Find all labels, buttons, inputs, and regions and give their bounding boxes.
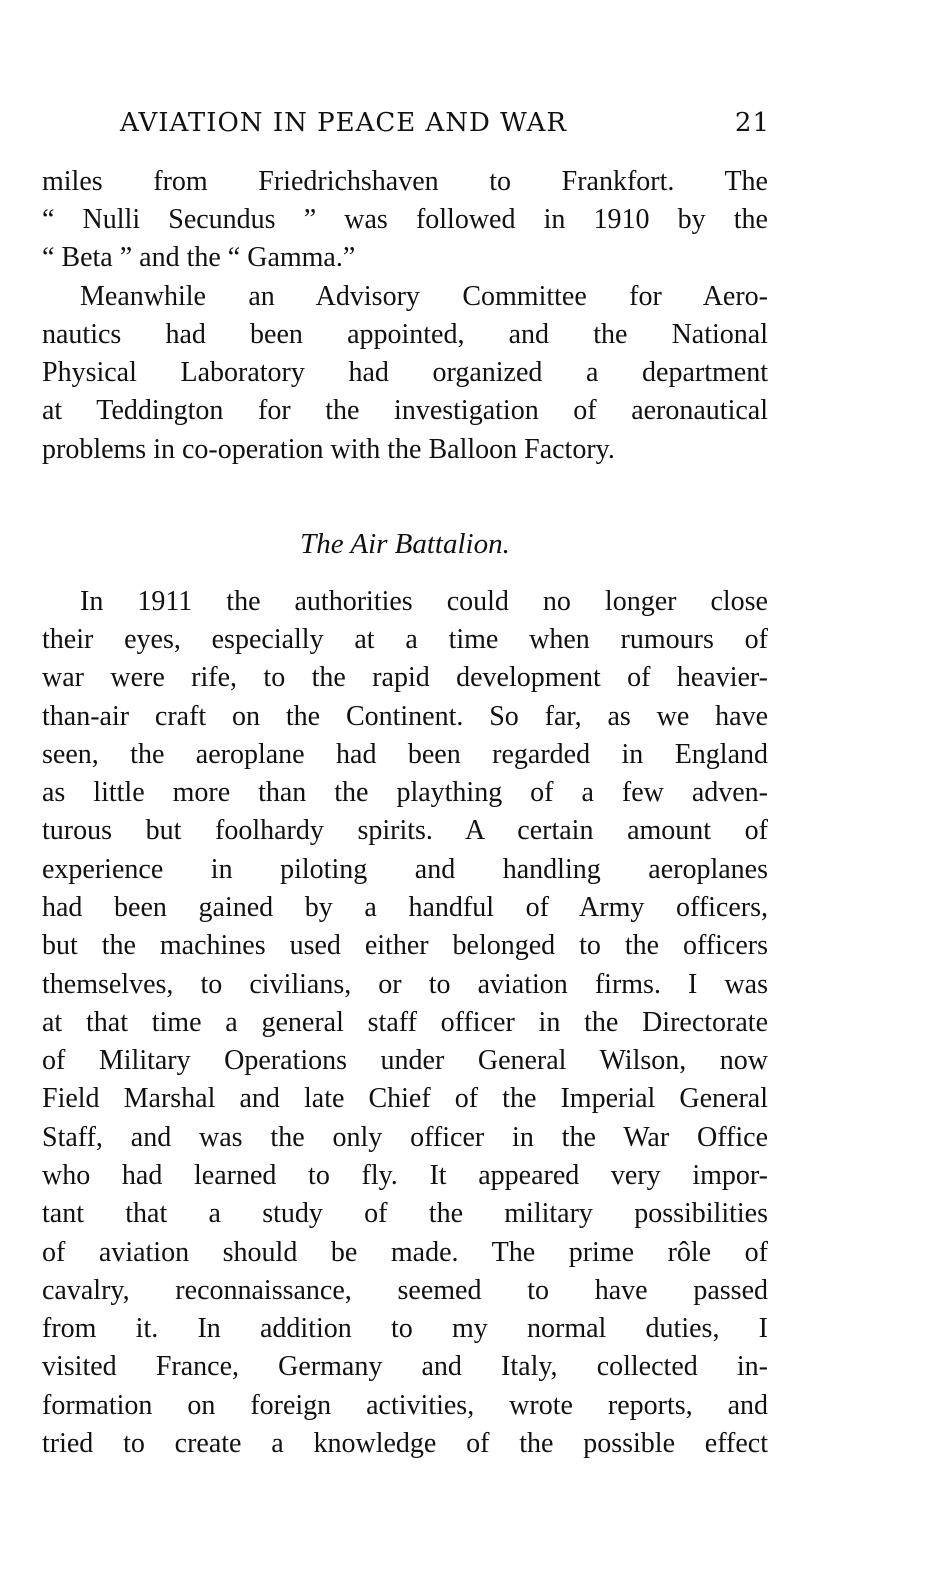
text-line: themselves, to civilians, or to aviation firms. I was — [42, 969, 768, 1000]
text-line: experience in piloting and handling aeroplanes — [42, 854, 768, 885]
text-line: Meanwhile an Advisory Committee for Aero- — [80, 281, 768, 312]
running-header — [120, 108, 770, 142]
running-title: AVIATION IN PEACE AND WAR — [120, 108, 567, 138]
text-line: at Teddington for the investigation of aeronautical — [42, 395, 768, 426]
text-line: visited France, Germany and Italy, collected in- — [42, 1351, 768, 1382]
text-line: nautics had been appointed, and the National — [42, 319, 768, 350]
text-line: their eyes, especially at a time when rumours of — [42, 624, 768, 655]
text-line: at that time a general staff officer in the Directorate — [42, 1007, 768, 1038]
text-line: turous but foolhardy spirits. A certain amount of — [42, 815, 768, 846]
text-line: cavalry, reconnaissance, seemed to have passed — [42, 1275, 768, 1306]
text-line: had been gained by a handful of Army officers, — [42, 892, 768, 923]
text-line: In 1911 the authorities could no longer close — [80, 586, 768, 617]
text-line: Physical Laboratory had organized a department — [42, 357, 768, 388]
text-line: as little more than the plaything of a few adven- — [42, 777, 768, 808]
section-heading: The Air Battalion. — [300, 528, 510, 560]
text-line: Field Marshal and late Chief of the Imperial General — [42, 1083, 768, 1114]
text-line: problems in co-operation with the Balloon Factory. — [42, 434, 615, 465]
text-line: of Military Operations under General Wilson, now — [42, 1045, 768, 1076]
text-line: but the machines used either belonged to the officers — [42, 930, 768, 961]
text-line: miles from Friedrichshaven to Frankfort. The — [42, 166, 768, 197]
text-line: of aviation should be made. The prime rôle of — [42, 1237, 768, 1268]
text-line: who had learned to fly. It appeared very impor- — [42, 1160, 768, 1191]
text-line: from it. In addition to my normal duties, I — [42, 1313, 768, 1344]
text-line: than-air craft on the Continent. So far, as we have — [42, 701, 768, 732]
text-line: seen, the aeroplane had been regarded in England — [42, 739, 768, 770]
text-line: Staff, and was the only officer in the War Office — [42, 1122, 768, 1153]
text-line: formation on foreign activities, wrote reports, and — [42, 1390, 768, 1421]
page-number: 21 — [734, 108, 770, 138]
text-line: tried to create a knowledge of the possible effect — [42, 1428, 768, 1459]
text-line: tant that a study of the military possibilities — [42, 1198, 768, 1229]
text-line: “ Beta ” and the “ Gamma.” — [42, 242, 356, 273]
text-line: war were rife, to the rapid development of heavier- — [42, 662, 768, 693]
text-line: “ Nulli Secundus ” was followed in 1910 by the — [42, 204, 768, 235]
